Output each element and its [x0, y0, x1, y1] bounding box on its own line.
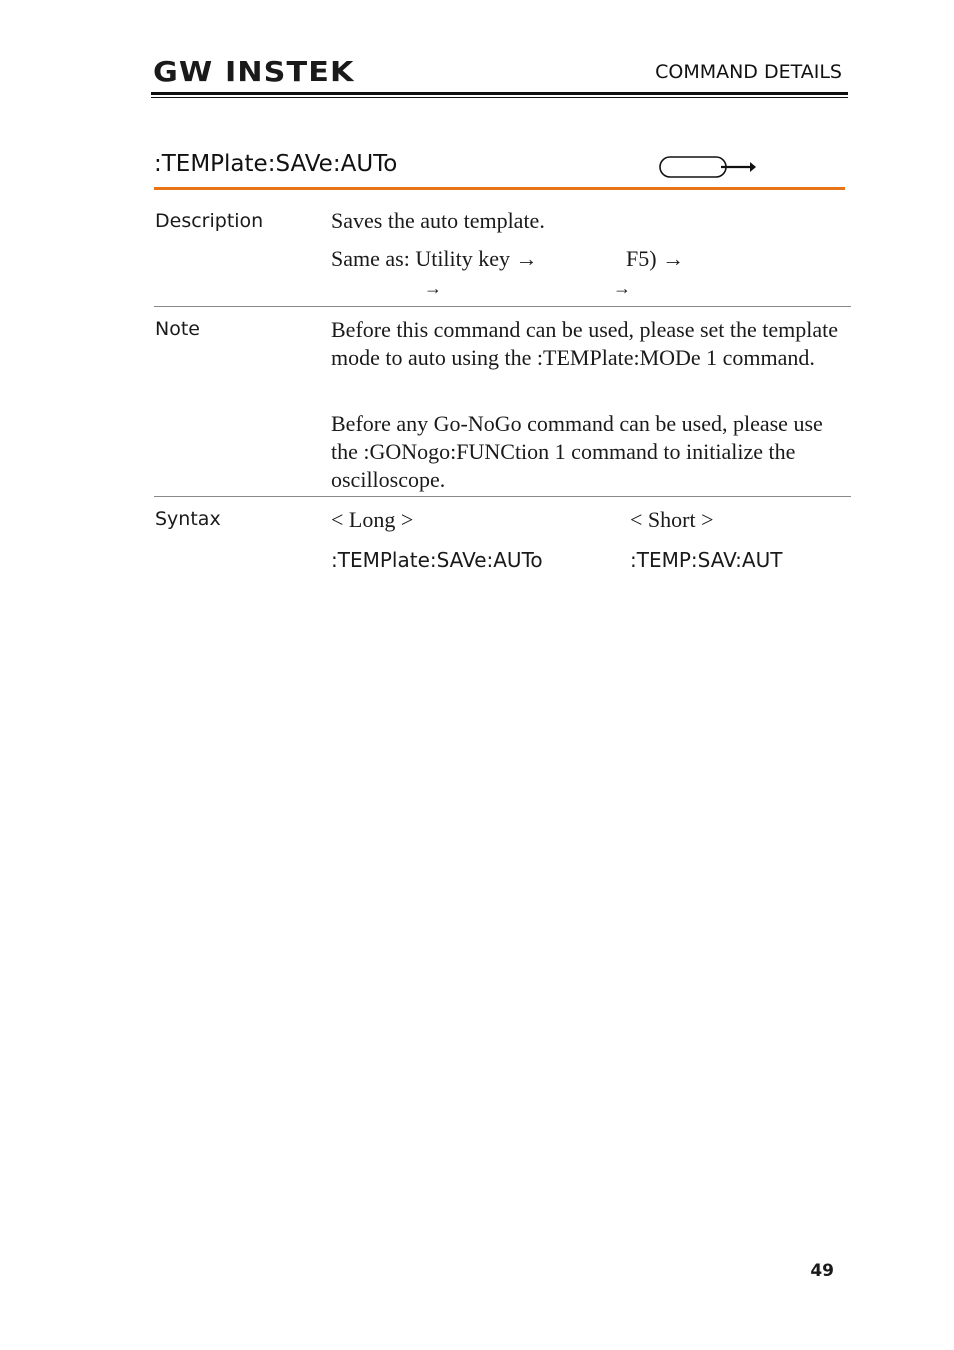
- title-underline: [154, 187, 845, 190]
- syntax-short-value: :TEMP:SAV:AUT: [630, 548, 783, 572]
- same-as-label: Same as: Utility key: [331, 246, 511, 271]
- page-number: 49: [810, 1261, 834, 1281]
- note-text: Before any Go-NoGo command can be used, please use the :GONogo:FUNCtion 1 command to initialize the oscilloscope.: [331, 411, 823, 492]
- header-rule-thin: [151, 97, 848, 98]
- arrow-glyph: →: [424, 278, 442, 298]
- set-arrow-icon: [658, 155, 758, 186]
- syntax-label: Syntax: [155, 508, 221, 530]
- f5-label: F5): [626, 246, 657, 271]
- section-title: COMMAND DETAILS: [655, 61, 842, 83]
- note-text: Before this command can be used, please set the template mode to auto using the :TEMPlate:MODe 1 command.: [331, 317, 839, 370]
- arrow-glyph: →: [613, 278, 631, 298]
- arrow-glyph: →: [662, 246, 685, 271]
- row-divider: [154, 306, 851, 307]
- same-as-text: [331, 245, 538, 273]
- f5-key-text: [626, 245, 684, 273]
- arrow-glyph: →: [515, 246, 538, 271]
- note-paragraph-1: [331, 316, 841, 372]
- description-label: Description: [155, 210, 264, 232]
- syntax-long-header: < Long >: [331, 507, 414, 532]
- brand-logo: GW INSTEK: [153, 55, 355, 88]
- note-paragraph-2: [331, 410, 841, 494]
- description-text: Saves the auto template.: [331, 208, 545, 233]
- syntax-long-value: :TEMPlate:SAVe:AUTo: [331, 548, 543, 572]
- note-label: Note: [155, 318, 200, 340]
- header-rule: [151, 92, 848, 95]
- syntax-short-header: < Short >: [630, 507, 714, 532]
- row-divider: [154, 496, 851, 497]
- command-title: :TEMPlate:SAVe:AUTo: [154, 151, 398, 177]
